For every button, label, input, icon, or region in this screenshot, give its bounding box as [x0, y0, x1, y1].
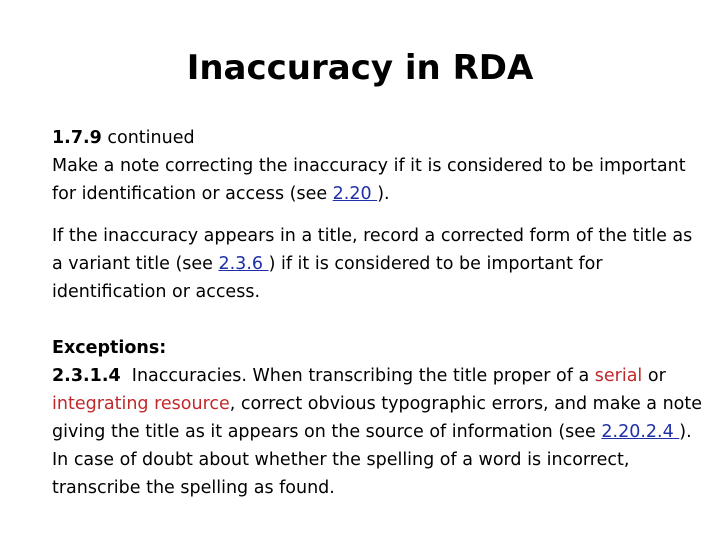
term-serial[interactable]: serial: [594, 366, 643, 386]
exception-text-4: ). In case of doubt about whether the spelling of a word is incorrect, transcribe the spelling as found.: [52, 422, 692, 498]
exception-paragraph: [52, 362, 702, 502]
exceptions-heading: [52, 334, 702, 362]
paragraph-note-end: ).: [377, 184, 390, 204]
slide-title: Inaccuracy in RDA: [186, 48, 534, 88]
slide-body: [52, 124, 702, 502]
section-number: 1.7.9: [52, 128, 102, 148]
term-integrating-resource[interactable]: integrating resource: [52, 394, 230, 414]
link-2-20[interactable]: 2.20: [332, 184, 378, 204]
paragraph-variant-title: [52, 222, 702, 306]
paragraph-variant-end: ) if it is considered to be important for identification or access.: [52, 254, 603, 302]
section-suffix: continued: [101, 128, 195, 148]
link-2-20-2-4[interactable]: 2.20.2.4: [601, 422, 680, 442]
exception-text-2: or: [642, 366, 672, 386]
paragraph-note-text: Make a note correcting the inaccuracy if it is considered to be important for identification or access (see: [52, 156, 686, 204]
paragraph-variant-text: If the inaccuracy appears in a title, record a corrected form of the title as a variant title (see: [52, 226, 693, 274]
link-2-3-6[interactable]: 2.3.6: [218, 254, 269, 274]
exception-text-1: Inaccuracies. When transcribing the title proper of a: [120, 366, 595, 386]
spacer: [52, 208, 702, 222]
exception-text-3: , correct obvious typographic errors, and make a note giving the title as it appears on the source of information (see: [52, 394, 702, 442]
section-heading: [52, 124, 702, 152]
paragraph-note: [52, 152, 702, 208]
exceptions-label: Exceptions:: [52, 338, 167, 358]
exception-number: 2.3.1.4: [52, 366, 121, 386]
spacer: [52, 306, 702, 334]
